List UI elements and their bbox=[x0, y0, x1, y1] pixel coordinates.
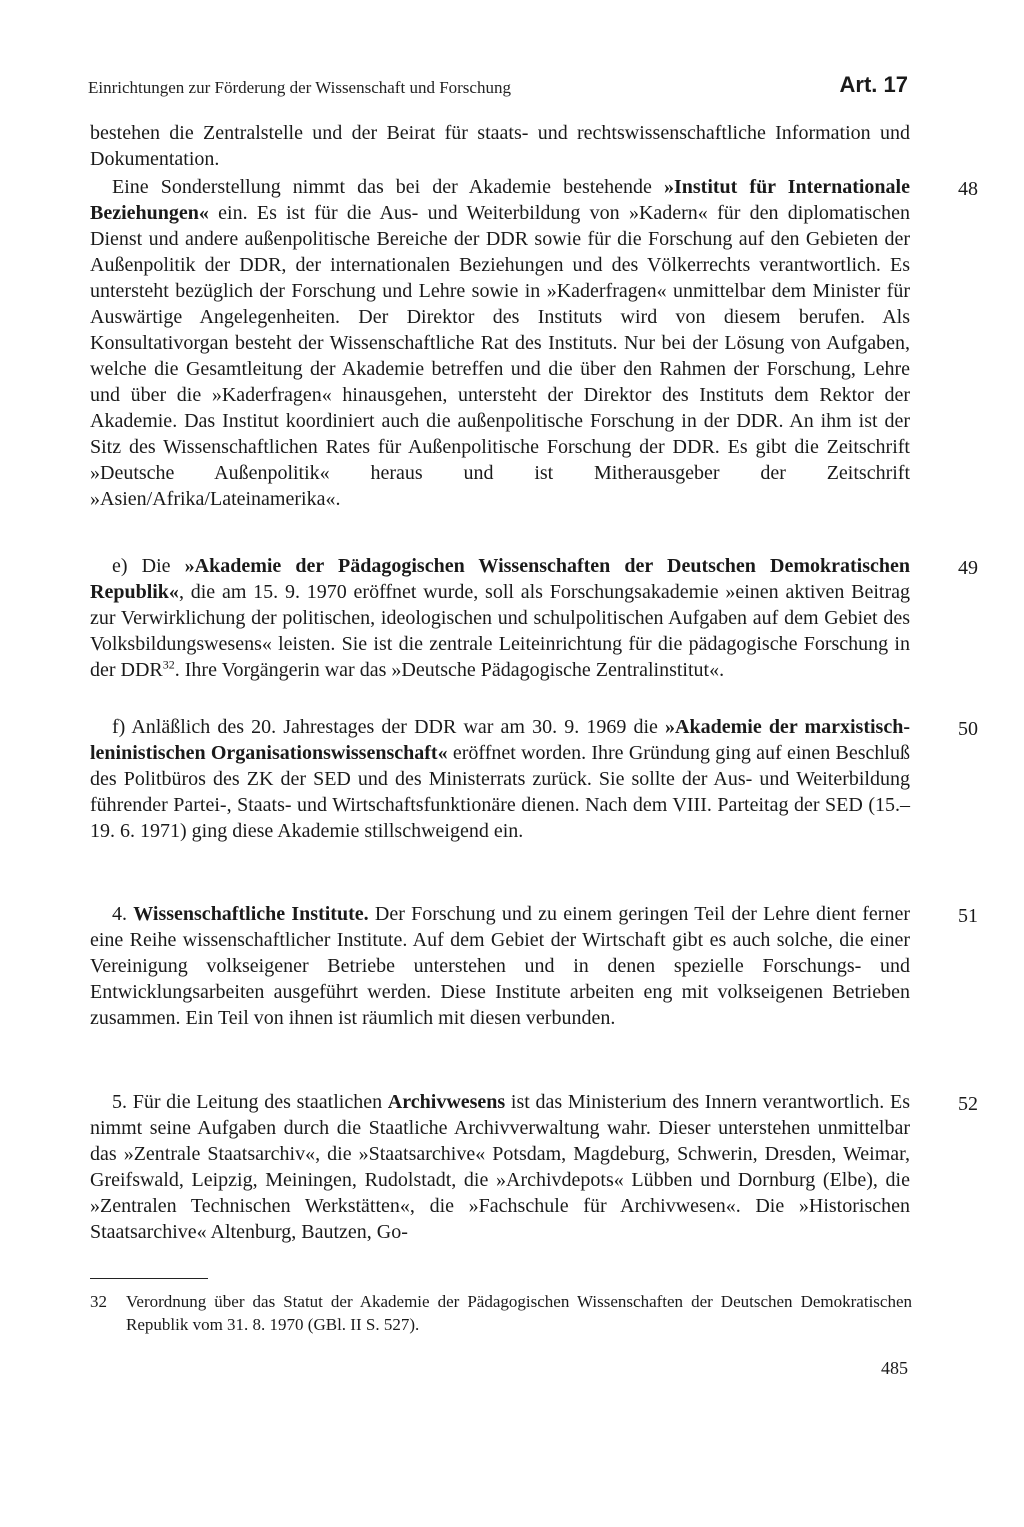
footnote-text: Verordnung über das Statut der Akademie der Pädagogischen Wissenschaften der Deutschen Demokratischen Republik vom 31. 8. 1970 (GBl. II S. 527). bbox=[126, 1292, 912, 1334]
paragraph-48 bbox=[90, 174, 910, 512]
text-run: e) Die bbox=[112, 555, 185, 577]
text-run: Eine Sonderstellung nimmt das bei der Akademie bestehende bbox=[112, 176, 664, 198]
footnote-number: 32 bbox=[90, 1292, 107, 1311]
text-run: , die am 15. 9. 1970 eröffnet wurde, soll als Forschungsakademie »einen aktiven Beitrag zur Verwirklichung der politischen, ideologischen und schulpolitischen Aufgaben auf dem Gebiet des Volksbildungswesens« leisten. Sie ist die zentrale Leiteinrichtung für die pädagogische Forschung in der DDR bbox=[90, 581, 910, 681]
running-title: Einrichtungen zur Förderung der Wissenschaft und Forschung bbox=[88, 78, 511, 97]
paragraph-continuation bbox=[90, 120, 910, 172]
text-run: ein. Es ist für die Aus- und Weiterbildung von »Kadern« für den diplomatischen Dienst und andere außenpolitische Bereiche der DDR sowie für die Forschung auf den Gebieten der Außenpolitik der DDR, der internationalen Beziehungen und des Völkerrechts verantwortlich. Es untersteht bezüglich der Forschung und Lehre sowie in »Kaderfragen« unmittelbar dem Minister für Auswärtige Angelegenheiten. Der Direktor des Instituts wird von diesem berufen. Als Konsultativorgan besteht der Wissenschaftliche Rat des Instituts. Nur bei der Lösung von Aufgaben, welche die Gesamtleitung der Akademie betreffen und die über den Rahmen der Forschung, Lehre und über die »Kaderfragen« hinausgehen, untersteht der Direktor des Instituts dem Rektor der Akademie. Das Institut koordiniert auch die außenpolitische Forschung in der DDR. An ihm ist der Sitz des Wissenschaftlichen Rates für Außenpolitische Forschung der DDR. Es gibt die Zeitschrift »Deutsche Außenpolitik« heraus und ist Mitherausgeber der Zeitschrift »Asien/Afrika/Lateinamerika«. bbox=[90, 202, 910, 510]
paragraph-49 bbox=[90, 553, 910, 683]
paragraph-51 bbox=[90, 901, 910, 1031]
text-run: eröffnet worden. Ihre Gründung ging auf einen Beschluß des Politbüros des ZK der SED und des Ministerrats zurück. Sie sollte der Aus- und Weiterbildung führender Partei-, Staats- und Wirtschaftsfunktionäre dienen. Nach dem VIII. Parteitag der SED (15.–19. 6. 1971) ging diese Akademie stillschweigend ein. bbox=[90, 742, 910, 842]
margin-number-51: 51 bbox=[958, 905, 978, 927]
margin-number-50: 50 bbox=[958, 718, 978, 740]
bold-term: »Akademie der marxistisch-leninistischen Organisationswissenschaft« bbox=[90, 716, 910, 764]
text-run: 5. Für die Leitung des staatlichen bbox=[112, 1091, 388, 1113]
margin-number-49: 49 bbox=[958, 557, 978, 579]
running-head bbox=[88, 72, 908, 102]
text-run: 4. bbox=[112, 903, 134, 925]
page-number: 485 bbox=[881, 1358, 908, 1378]
text-run: Der Forschung und zu einem geringen Teil der Lehre dient ferner eine Reihe wissenschaftlicher Institute. Auf dem Gebiet der Wirtschaft gibt es auch solche, die einer Vereinigung volkseigener Betriebe unterstehen und in denen spezielle Forschungs- und Entwicklungsarbeiten ausgeführt werden. Diese Institute arbeiten eng mit volkseigenen Betrieben zusammen. Ein Teil von ihnen ist räumlich mit diesen verbunden. bbox=[90, 903, 911, 1029]
bold-term: »Akademie der Pädagogischen Wissenschaften der Deutschen Demokratischen Republik« bbox=[90, 555, 910, 603]
bold-term: Archivwesens bbox=[387, 1091, 506, 1113]
bold-term: Wissenschaftliche Institute. bbox=[133, 903, 369, 925]
footnote-rule bbox=[90, 1278, 208, 1279]
text-run: . Ihre Vorgängerin war das »Deutsche Pädagogische Zentralinstitut«. bbox=[174, 659, 725, 681]
text-run: ist das Ministerium des Innern verantwortlich. Es nimmt seine Aufgaben durch die Staatliche Archivverwaltung wahr. Dieser unterstehen unmittelbar das »Zentrale Staatsarchiv«, die »Staatsarchive« Potsdam, Magdeburg, Schwerin, Dresden, Weimar, Greifswald, Leipzig, Meiningen, Rudolstadt, die »Archivdepots« Lübben und Dornburg (Elbe), die »Zentralen Technischen Werkstätten«, die »Fachschule für Archivwesen«. Die »Historischen Staatsarchive« Altenburg, Bautzen, Go- bbox=[90, 1091, 911, 1243]
footnote-ref: 32 bbox=[162, 657, 175, 672]
footnote-32 bbox=[90, 1290, 912, 1336]
text-run: f) Anläßlich des 20. Jahrestages der DDR war am 30. 9. 1969 die bbox=[112, 716, 666, 738]
paragraph-52 bbox=[90, 1089, 910, 1245]
article-number: Art. 17 bbox=[839, 72, 908, 97]
paragraph-50 bbox=[90, 714, 910, 844]
margin-number-52: 52 bbox=[958, 1093, 978, 1115]
bold-term: »Institut für Internationale Beziehungen« bbox=[90, 176, 910, 224]
text-run: bestehen die Zentralstelle und der Beirat für staats- und rechtswissenschaftliche Information und Dokumentation. bbox=[90, 122, 910, 170]
margin-number-48: 48 bbox=[958, 178, 978, 200]
